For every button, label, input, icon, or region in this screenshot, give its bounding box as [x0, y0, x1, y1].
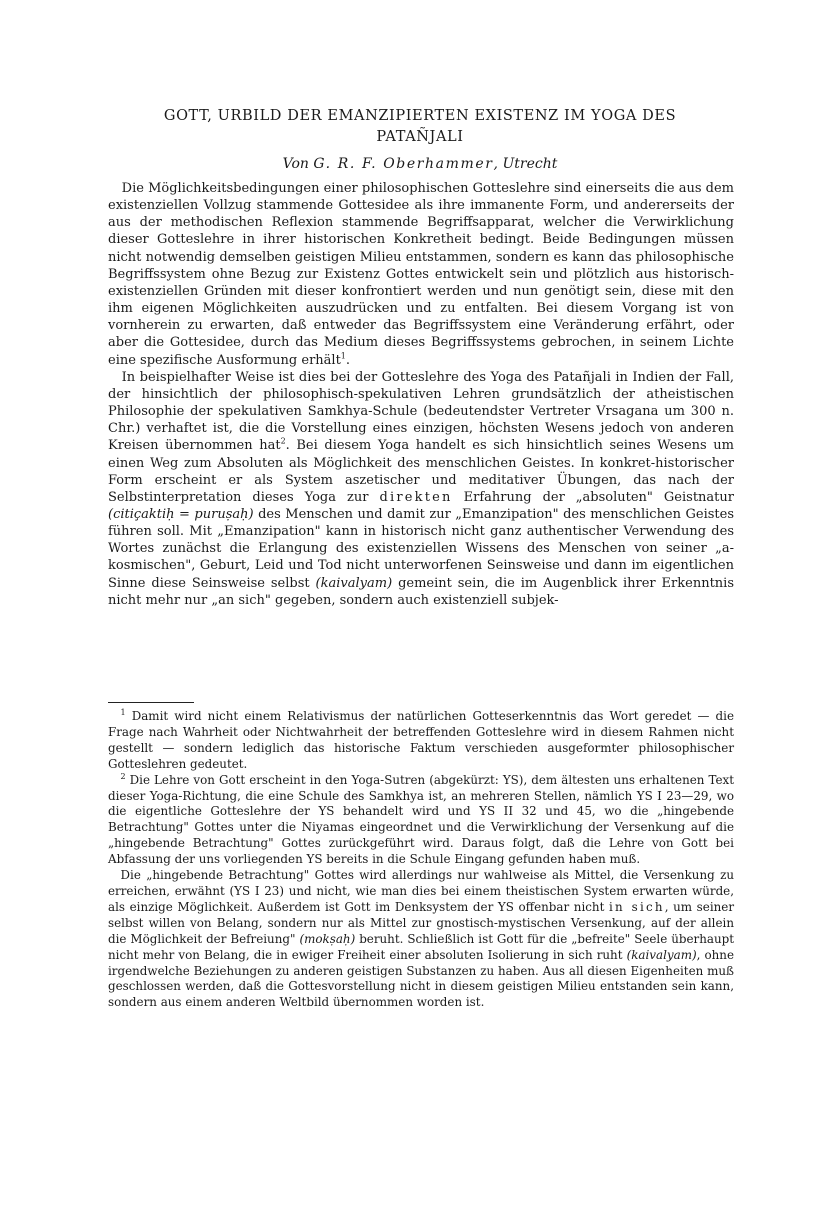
- p2-part-a: In beispielhafter Weise ist dies bei der Gotteslehre des Yoga des Patañjali in Indien der Fall, der hinsichtlich der philosophisch-spekulativen Lehren grundsätzlich der atheistischen Philosophie der spekulativen Samkhya-Schule (bedeutendster Vertreter Vrsagana um 300 n. Chr.) verhaftet ist, die die Vorstellung eines einzigen, höchsten Wesens jedoch von anderen Kreisen übernommen hat: [108, 369, 734, 454]
- title-line-1: GOTT, URBILD DER EMANZIPIERTEN EXISTENZ IM YOGA DES: [163, 108, 677, 124]
- fn3-part-b: , um seiner selbst willen von Belang, sondern nur als Mittel zur gnostisch-mystischen Versenkung, auf der allein die Möglichkeit der Befreiung": [108, 899, 734, 946]
- footnote-2-continuation: [108, 868, 734, 1011]
- footnote-1: [108, 709, 734, 773]
- byline: [60, 156, 780, 172]
- p2-emphasis-direkten: direkten: [379, 489, 453, 505]
- footnote-1-text: Damit wird nicht einem Relativismus der natürlichen Gotteserkenntnis das Wort geredet — die Frage nach Wahrheit oder Nichtwahrheit der betreffenden Gotteslehre wird in diesem Rahmen nicht gestellt — sondern lediglich das historische Faktum verschieden ausgeformter philosophischer Gotteslehren gedeutet.: [108, 709, 734, 771]
- paragraph-2: [108, 369, 734, 609]
- footnote-2-mark: 2: [120, 771, 126, 781]
- article-title: [60, 106, 780, 148]
- main-text: [108, 180, 734, 609]
- footnotes: [108, 709, 734, 1011]
- fn3-part-d: , ohne irgendwelche Beziehungen zu anderen geistigen Substanzen zu haben. Aus all diesen Eigenheiten muß geschlossen werden, daß die Gottesvorstellung nicht in diesem geistigen Milieu entstanden sein kann, sondern aus einem anderen Weltbild übernommen worden ist.: [108, 947, 735, 1010]
- footnote-1-mark: 1: [120, 708, 126, 718]
- fn3-term-kaivalyam: (kaivalyam): [626, 947, 697, 962]
- fn3-part-a: Die „hingebende Betrachtung" Gottes wird allerdings nur wahlweise als Mittel, die Versenkung zu erreichen, erwähnt (YS I 23) und nicht, wie man dies bei einem theistischen System erwarten würde, als einzige Möglichkeit. Außerdem ist Gott im Denksystem der YS offenbar nicht: [108, 868, 734, 914]
- p2-part-b: . Bei diesem Yoga handelt es sich hinsichtlich seines Wesens um einen Weg zum Absoluten als Möglichkeit des menschlichen Geistes. In konkret-historischer Form erscheint er als System aszetischer und meditativer Übungen, das nach der Selbstinterpretation dieses Yoga zur: [108, 438, 734, 505]
- footnote-2-text: Die Lehre von Gott erscheint in den Yoga-Sutren (abgekürzt: YS), dem ältesten uns erhaltenen Text dieser Yoga-Richtung, die eine Schule des Samkhya ist, an mehreren Stellen, nämlich YS I 23—29, wo die eigentliche Gotteslehre der YS behandelt wird und YS II 32 und 45, wo die „hingebende Betrachtung" Gottes unter die Niyamas eingeordnet und die Verwirklichung der Versenkung auf die „hingebende Betrachtung" Gottes zurückgeführt wird. Daraus folgt, daß die Lehre von Gott bei Abfassung der uns vorliegenden YS bereits in die Schule Eingang gefunden haben muß.: [108, 772, 735, 867]
- paragraph-1-text: Die Möglichkeitsbedingungen einer philosophischen Gotteslehre sind einerseits die aus dem existenziellen Vollzug stammende Gottesidee als ihre immanente Form, und andererseits der aus der methodischen Reflexion stammende Begriffsapparat, welcher die Verwirklichung dieser Gotteslehre in ihrer historischen Konkretheit bedingt. Beide Bedingungen müssen nicht notwendig demselben geistigen Milieu entstammen, sondern es kann das philosophische Begriffssystem ohne Bezug zur Existenz Gottes entwickelt sein und plötzlich aus historisch-existenziellen Gründen mit dieser konfrontiert werden und nun genötigt sein, diese mit den ihm eigenen Möglichkeiten auszudrücken und zu entfalten. Bei diesem Vorgang ist von vornherein zu erwarten, daß entweder das Begriffssystem eine Veränderung erfährt, oder aber die Gottesidee, durch das Medium dieses Begriffssystems gebrochen, in seinem Lichte eine spezifische Ausformung erhält: [108, 181, 734, 368]
- footnote-2: [108, 773, 734, 868]
- title-line-2: PATAÑJALI: [376, 129, 464, 145]
- p2-part-e: gemeint sein, die im Augenblick ihrer Erkenntnis nicht mehr nur „an sich" gegeben, sondern auch existenziell subjek-: [108, 575, 734, 608]
- footnote-divider: [108, 702, 194, 703]
- footnote-ref-1: 1: [340, 351, 346, 361]
- author-place: , Utrecht: [493, 156, 558, 172]
- author-name: G. R. F. Oberhammer: [313, 156, 494, 172]
- footnote-ref-2: 2: [280, 437, 286, 447]
- fn3-term-moksah: (mokṣaḥ): [299, 931, 356, 946]
- byline-prefix: Von: [282, 156, 309, 172]
- fn3-emphasis-in-sich: in sich: [609, 899, 665, 914]
- fn3-part-c: beruht. Schließlich ist Gott für die „befreite" Seele überhaupt nicht mehr von Belang, die in ewiger Freiheit einer absoluten Isolierung in sich ruht: [108, 931, 735, 962]
- p2-term-kaivalyam: (kaivalyam): [315, 575, 393, 591]
- paragraph-1: Die Möglichkeitsbedingungen einer philosophischen Gotteslehre sind einerseits die aus dem existenziellen Vollzug stammende Gottesidee als ihre immanente Form, und andererseits der aus der methodischen Reflexion stammende Begriffsapparat, welcher die Verwirklichung dieser Gotteslehre in ihrer historischen Konkretheit bedingt. Beide Bedingungen müssen nicht notwendig demselben geistigen Milieu entstammen, sondern es kann das philosophische Begriffssystem ohne Bezug zur Existenz Gottes entwickelt sein und plötzlich aus historisch-existenziellen Gründen mit dieser konfrontiert werden und nun genötigt sein, diese mit den ihm eigenen Möglichkeiten auszudrücken und zu entfalten. Bei diesem Vorgang ist von vornherein zu erwarten, daß entweder das Begriffssystem eine Veränderung erfährt, oder aber die Gottesidee, durch das Medium dieses Begriffssystems gebrochen, in seinem Lichte eine spezifische Ausformung erhält$^1$.: [108, 181, 734, 368]
- p2-part-c: Erfahrung der „absoluten" Geistnatur: [463, 489, 734, 505]
- p2-part-d: des Menschen und damit zur „Emanzipation" des menschlichen Geistes führen soll. Mit „Emanzipation" kann in historisch nicht ganz authentischer Verwendung des Wortes zunächst die Erlangung des existenziellen Wissens des Menschen von seiner „a-kosmischen", Geburt, Leid und Tod nicht unterworfenen Seinsweise und dann im eigentlichen Sinne diese Seinsweise selbst: [108, 506, 734, 591]
- p2-term-citiçaktih: (citiçaktiḥ = puruṣaḥ): [108, 506, 254, 522]
